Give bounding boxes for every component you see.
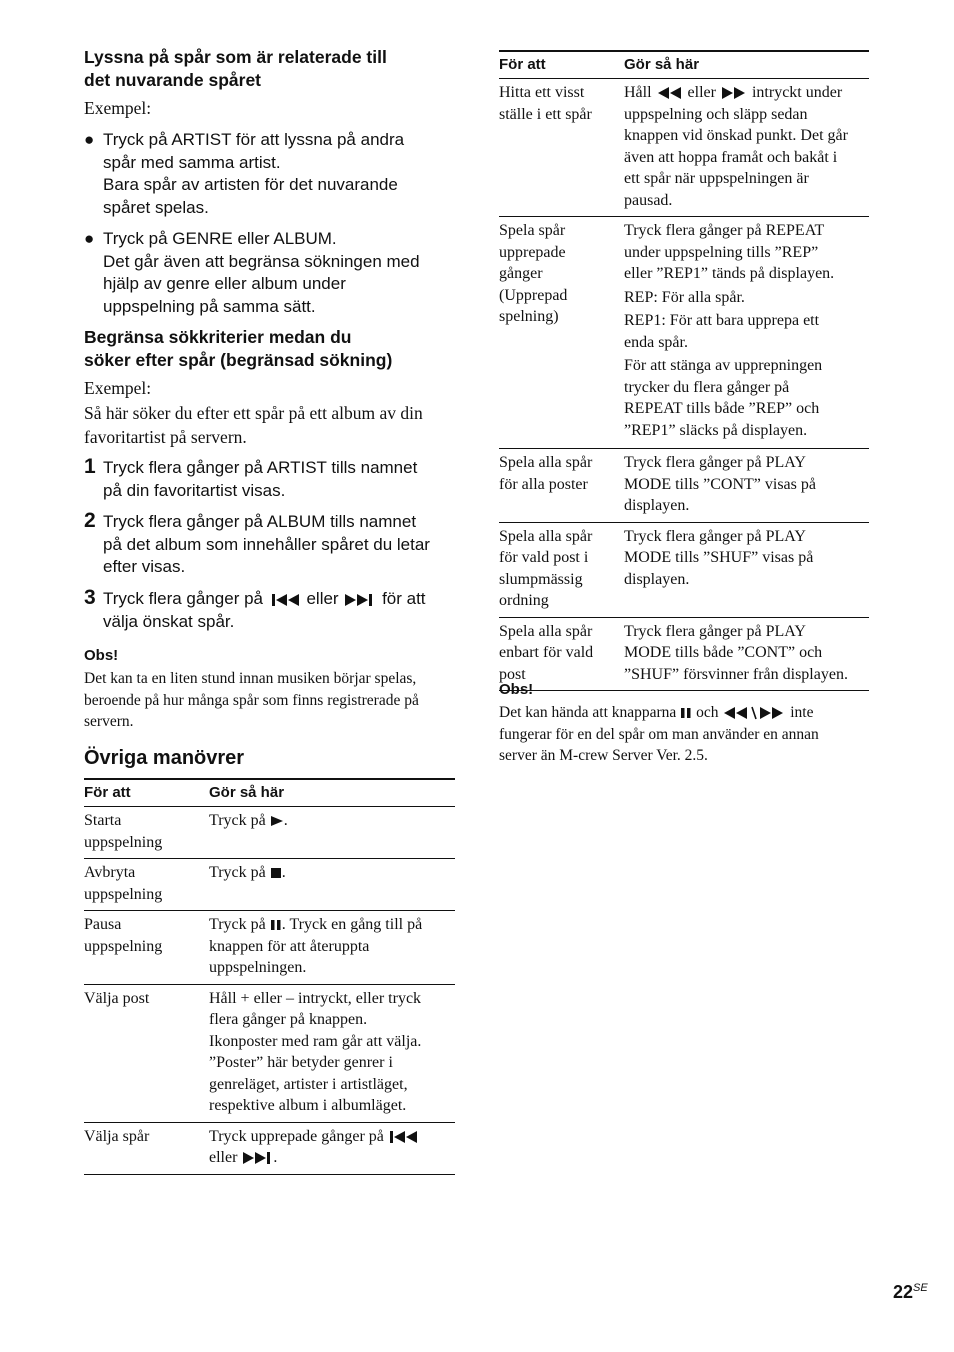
table-row: Spela alla spår för vald post i slumpmässig ordning Tryck flera gånger på PLAY MODE tills ”SHUF” visas på displayen. [499, 522, 869, 617]
skip-previous-icon [388, 1130, 420, 1144]
table-row: Välja post Håll + eller – intryckt, eller tryck flera gånger på knappen. Ikonposter med ram går att välja. ”Poster” här betyder genrer i genreläget, artister i artistläget, respektive album i albumläget. [84, 984, 455, 1122]
table-header-row [84, 779, 455, 807]
fast-forward-icon [720, 86, 748, 100]
page-number: $22^{SE}$ [893, 1282, 928, 1302]
table-header-row [499, 51, 869, 79]
step-1: 1 Tryck flera gånger på ARTIST tills namnet på din favoritartist visas. [84, 455, 418, 500]
section-title-other-operations: Övriga manövrer [84, 747, 245, 769]
step-number: 1 [84, 455, 96, 478]
example-label-2: Exempel: Så här söker du efter ett spår på ett album av din favoritartist på servern. [84, 378, 423, 447]
step-3: 3 Tryck flera gånger på eller för att välja önskat spår. [84, 586, 426, 631]
table-row: Hitta ett visst ställe i ett spår Håll eller intryckt under uppspelning och släpp sedan knappen vid önskad punkt. Det går även att hoppa framåt och bakåt i ett spår när uppspelningen är pausad. [499, 79, 869, 217]
table-row: Pausa uppspelning Tryck på . Tryck en gång till på knappen för att återuppta uppspelningen. [84, 911, 455, 985]
skip-previous-icon [268, 593, 302, 607]
column-header-instruction: Gör så här [624, 56, 700, 73]
note-text-right: Det kan hända att knapparna och inte fungerar för en del spår om man använder en annan server än M-crew Server Ver. 2.5. [499, 704, 819, 764]
rewind-icon [656, 86, 684, 100]
column-header-instruction: Gör så här [209, 784, 285, 801]
table-row: Välja spår Tryck upprepade gånger på eller . [84, 1122, 455, 1174]
column-header-action: För att [84, 784, 131, 801]
table-row: Spela alla spår för alla poster Tryck flera gånger på PLAY MODE tills ”CONT” visas på displayen. [499, 449, 869, 523]
step-number: 3 [84, 586, 96, 609]
pause-icon [270, 918, 282, 932]
column-header-action: För att [499, 56, 546, 73]
rewind-fast-forward-icon [722, 706, 786, 720]
note-label-right: Obs! [499, 681, 534, 698]
heading-related-tracks: Lyssna på spår som är relaterade till det nuvarande spåret [84, 47, 387, 90]
bullet-artist: ● Tryck på ARTIST för att lyssna på andra spår med samma artist. Bara spår av artisten för det nuvarande spåret spelas. [84, 130, 405, 217]
operations-table-right [499, 50, 869, 691]
bullet-dot-icon: ● [84, 130, 95, 149]
example-label-1: Exempel: [84, 98, 152, 118]
bullet-genre-album: ● Tryck på GENRE eller ALBUM. Det går även att begränsa sökningen med hjälp av genre eller album under uppspelning på samma sätt. [84, 229, 420, 316]
bullet-dot-icon: ● [84, 229, 95, 248]
skip-next-icon [241, 1151, 273, 1165]
operations-table-left [84, 778, 455, 1175]
note-label-left: Obs! [84, 647, 119, 664]
pause-icon [680, 706, 692, 720]
step-2: 2 Tryck flera gånger på ALBUM tills namnet på det album som innehåller spåret du letar efter visas. [84, 509, 430, 576]
table-row: Starta uppspelning Tryck på . [84, 807, 455, 859]
play-icon [270, 814, 284, 828]
stop-icon [270, 866, 282, 880]
note-text-left: Det kan ta en liten stund innan musiken börjar spelas, beroende på hur många spår som finns registrerade på servern. [84, 670, 419, 730]
skip-next-icon [343, 593, 377, 607]
heading-limited-search: Begränsa sökkriterier medan du söker efter spår (begränsad sökning) [84, 327, 393, 370]
table-row: Spela alla spår enbart för vald post Tryck flera gånger på PLAY MODE tills både ”CONT” och ”SHUF” försvinner från displayen. [499, 617, 869, 691]
table-row: Avbryta uppspelning Tryck på . [84, 859, 455, 911]
table-row: Spela spår upprepade gånger (Upprepad spelning) Tryck flera gånger på REPEAT under uppspelning tills ”REP” eller ”REP1” tänds på displayen. REP: För alla spår. REP1: För att bara upprepa ett enda spår. För att stänga av upprepningen trycker du flera gånger på REPEAT tills både ”REP” och ”REP1” släcks på displayen. [499, 217, 869, 449]
step-number: 2 [84, 509, 96, 532]
